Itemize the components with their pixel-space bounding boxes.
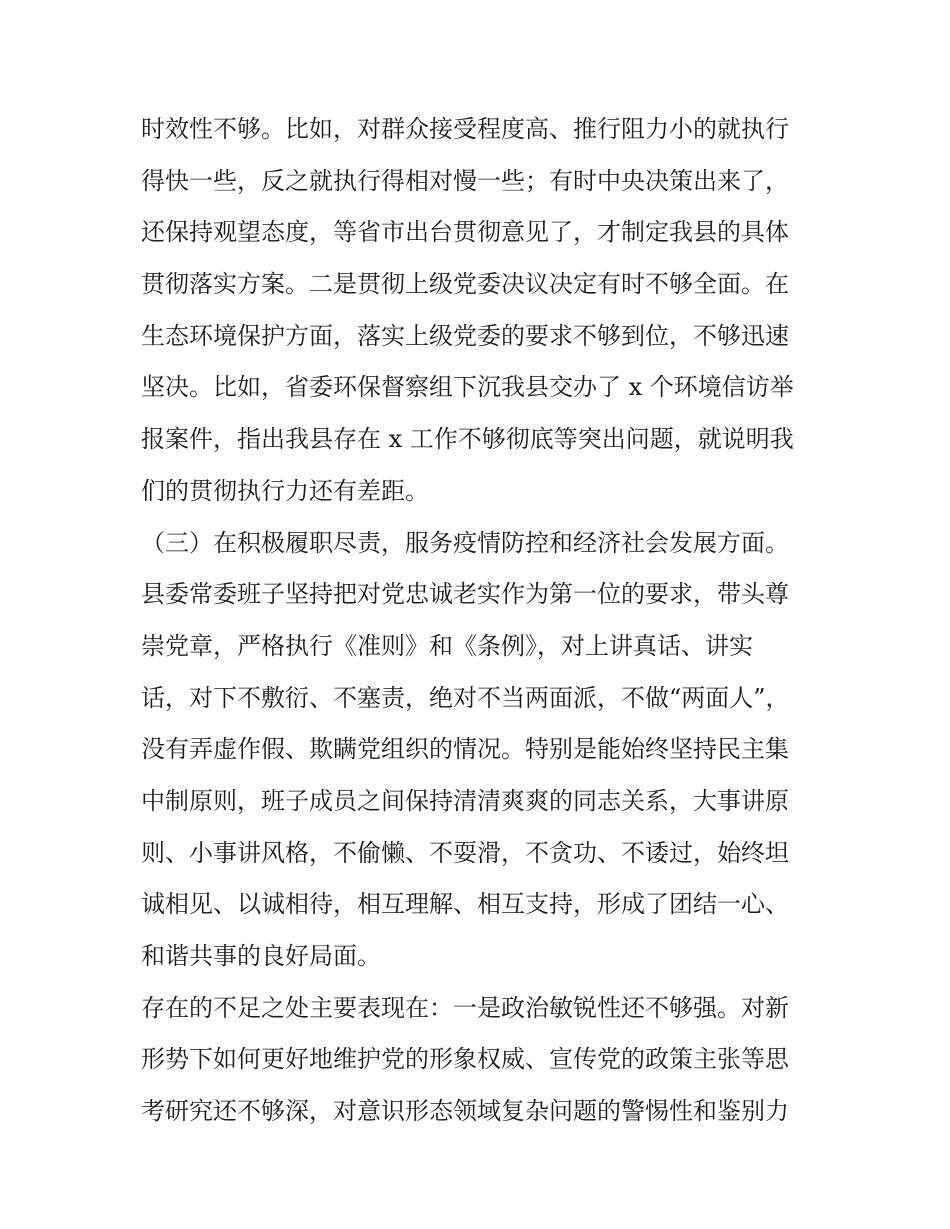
body-line: 话，对下不敷衍、不塞责，绝对不当两面派，不做“两面人”， <box>141 683 790 712</box>
body-line: 崇党章，严格执行《准则》和《条例》，对上讲真话、讲实 <box>141 631 753 660</box>
body-line: 则、小事讲风格，不偷懒、不耍滑，不贪功、不诿过，始终坦 <box>141 838 789 867</box>
body-line: 和谐共事的良好局面。 <box>141 942 381 970</box>
body-line: 没有弄虚作假、欺瞒党组织的情况。特别是能始终坚持民主集 <box>141 735 789 764</box>
body-line: 报案件，指出我县存在 x 工作不够彻底等突出问题，就说明我 <box>141 425 794 454</box>
body-line: 存在的不足之处主要表现在：一是政治敏锐性还不够强。对新 <box>141 993 789 1022</box>
body-line: 中制原则，班子成员之间保持清清爽爽的同志关系，大事讲原 <box>141 786 789 815</box>
body-line: 坚决。比如，省委环保督察组下沉我县交办了 x 个环境信访举 <box>141 373 794 402</box>
body-line: 考研究还不够深，对意识形态领域复杂问题的警惕性和鉴别力 <box>141 1097 789 1126</box>
body-line: 还保持观望态度，等省市出台贯彻意见了，才制定我县的具体 <box>141 218 789 247</box>
body-line: 诚相见、以诚相待，相互理解、相互支持，形成了团结一心、 <box>141 890 789 919</box>
section-heading-line: （三）在积极履职尽责，服务疫情防控和经济社会发展方面。 <box>141 528 789 557</box>
body-line: 们的贯彻执行力还有差距。 <box>141 476 429 505</box>
body-line: 贯彻落实方案。二是贯彻上级党委决议决定有时不够全面。在 <box>141 270 789 299</box>
body-line: 形势下如何更好地维护党的形象权威、宣传党的政策主张等思 <box>141 1045 789 1074</box>
document-body <box>141 104 821 1138</box>
body-line: 生态环境保护方面，落实上级党委的要求不够到位，不够迅速 <box>141 321 789 350</box>
body-line: 时效性不够。比如，对群众接受程度高、推行阻力小的就执行 <box>141 115 789 143</box>
body-line: 得快一些，反之就执行得相对慢一些；有时中央决策出来了， <box>141 166 789 195</box>
body-line: 县委常委班子坚持把对党忠诚老实作为第一位的要求，带头尊 <box>141 580 789 609</box>
